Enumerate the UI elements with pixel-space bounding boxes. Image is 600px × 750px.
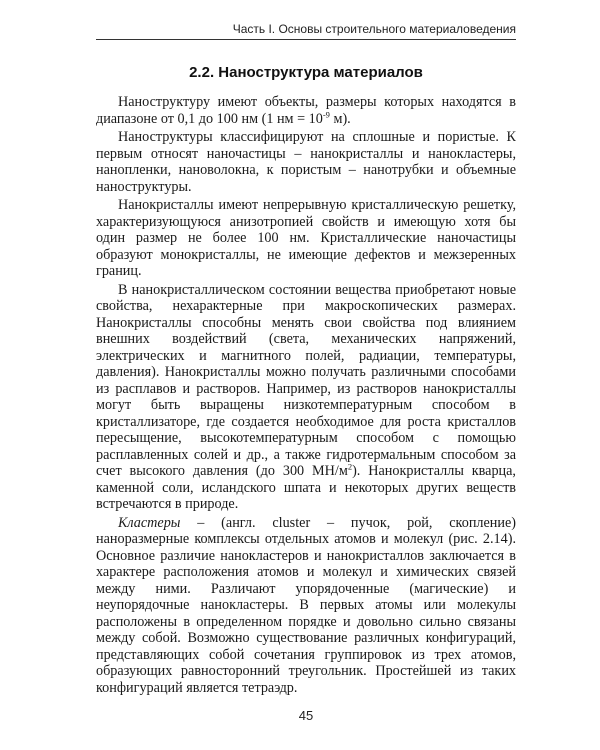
- paragraph-5-term: Кластеры: [118, 514, 181, 531]
- paragraph-5-text: – (англ. cluster – пучок, рой, скопление) наноразмерные комплексы отдельных атомов и молекул (рис. 2.14). Основное различие нанокластеров и нанокристаллов заключается в характере расположения атомов и молекул и химических связей между ними. Различают упорядоченные (магические) и неупорядочные нанокластеры. В первых атомы или молекулы расположены в определенном порядке и довольно сильно связаны между собой. Возможно существование различных конфигураций, представляющих собой сочетания группировок из трех атомов, образующих равносторонний треугольник. Простейшей из таких конфигураций является тетраэдр.: [96, 514, 516, 696]
- paragraph-1-text-end: м).: [329, 110, 351, 127]
- section-title: 2.2. Наноструктура материалов: [189, 64, 423, 81]
- paragraph-4: [96, 282, 516, 513]
- paragraph-3: Нанокристаллы имеют непрерывную кристаллическую решетку, характеризующуюся анизотропией свойств и имеющую хотя бы один размер не более 100 нм. Кристаллические наночастицы образуют монокристаллы, не имеющие дефектов и межзеренных границ.: [96, 197, 516, 279]
- paragraph-1-text: Наноструктуру имеют объекты, размеры которых находятся в диапазоне от 0,1 до 100 нм (1 нм = 10: [96, 94, 516, 127]
- paragraph-4-text: В нанокристаллическом состоянии вещества приобретают новые свойства, нехарактерные при макроскопических размерах. Нанокристаллы способны менять свои свойства под влиянием внешних воздействий (света, механических напряжений, электрических и магнитного полей, радиации, температуры, давления). Нанокристаллы можно получать различными способами из расплавов и растворов. Например, из растворов нанокристаллы могут быть выращены низкотемпературным способом в кристаллизаторе, где создается необходимое для роста кристаллов пересыщение, высокотемпературным способом с помощью расплавленных солей и др., а также гидротермальным способом за счет высокого давления (до 300 МН/м: [96, 281, 516, 479]
- page-number: 45: [298, 708, 314, 723]
- paragraph-1: [96, 94, 516, 127]
- body-text: [96, 94, 516, 698]
- paragraph-1-exponent: -9: [322, 108, 330, 119]
- paragraph-2: Наноструктуры классифицируют на сплошные и пористые. К первым относят наночастицы – нанокристаллы и нанокластеры, нанопленки, нановолокна, к пористым – нанотрубки и объемные наноструктуры.: [96, 129, 516, 195]
- paragraph-4-exponent: 2: [347, 461, 353, 472]
- header-rule: [96, 39, 516, 40]
- paragraph-4-text-end: ). Нанокристаллы кварца, каменной соли, исландского шпата и некоторых других веществ встречаются в природе.: [96, 463, 516, 512]
- paragraph-5: [96, 515, 516, 697]
- running-header: Часть I. Основы строительного материаловедения: [232, 22, 516, 36]
